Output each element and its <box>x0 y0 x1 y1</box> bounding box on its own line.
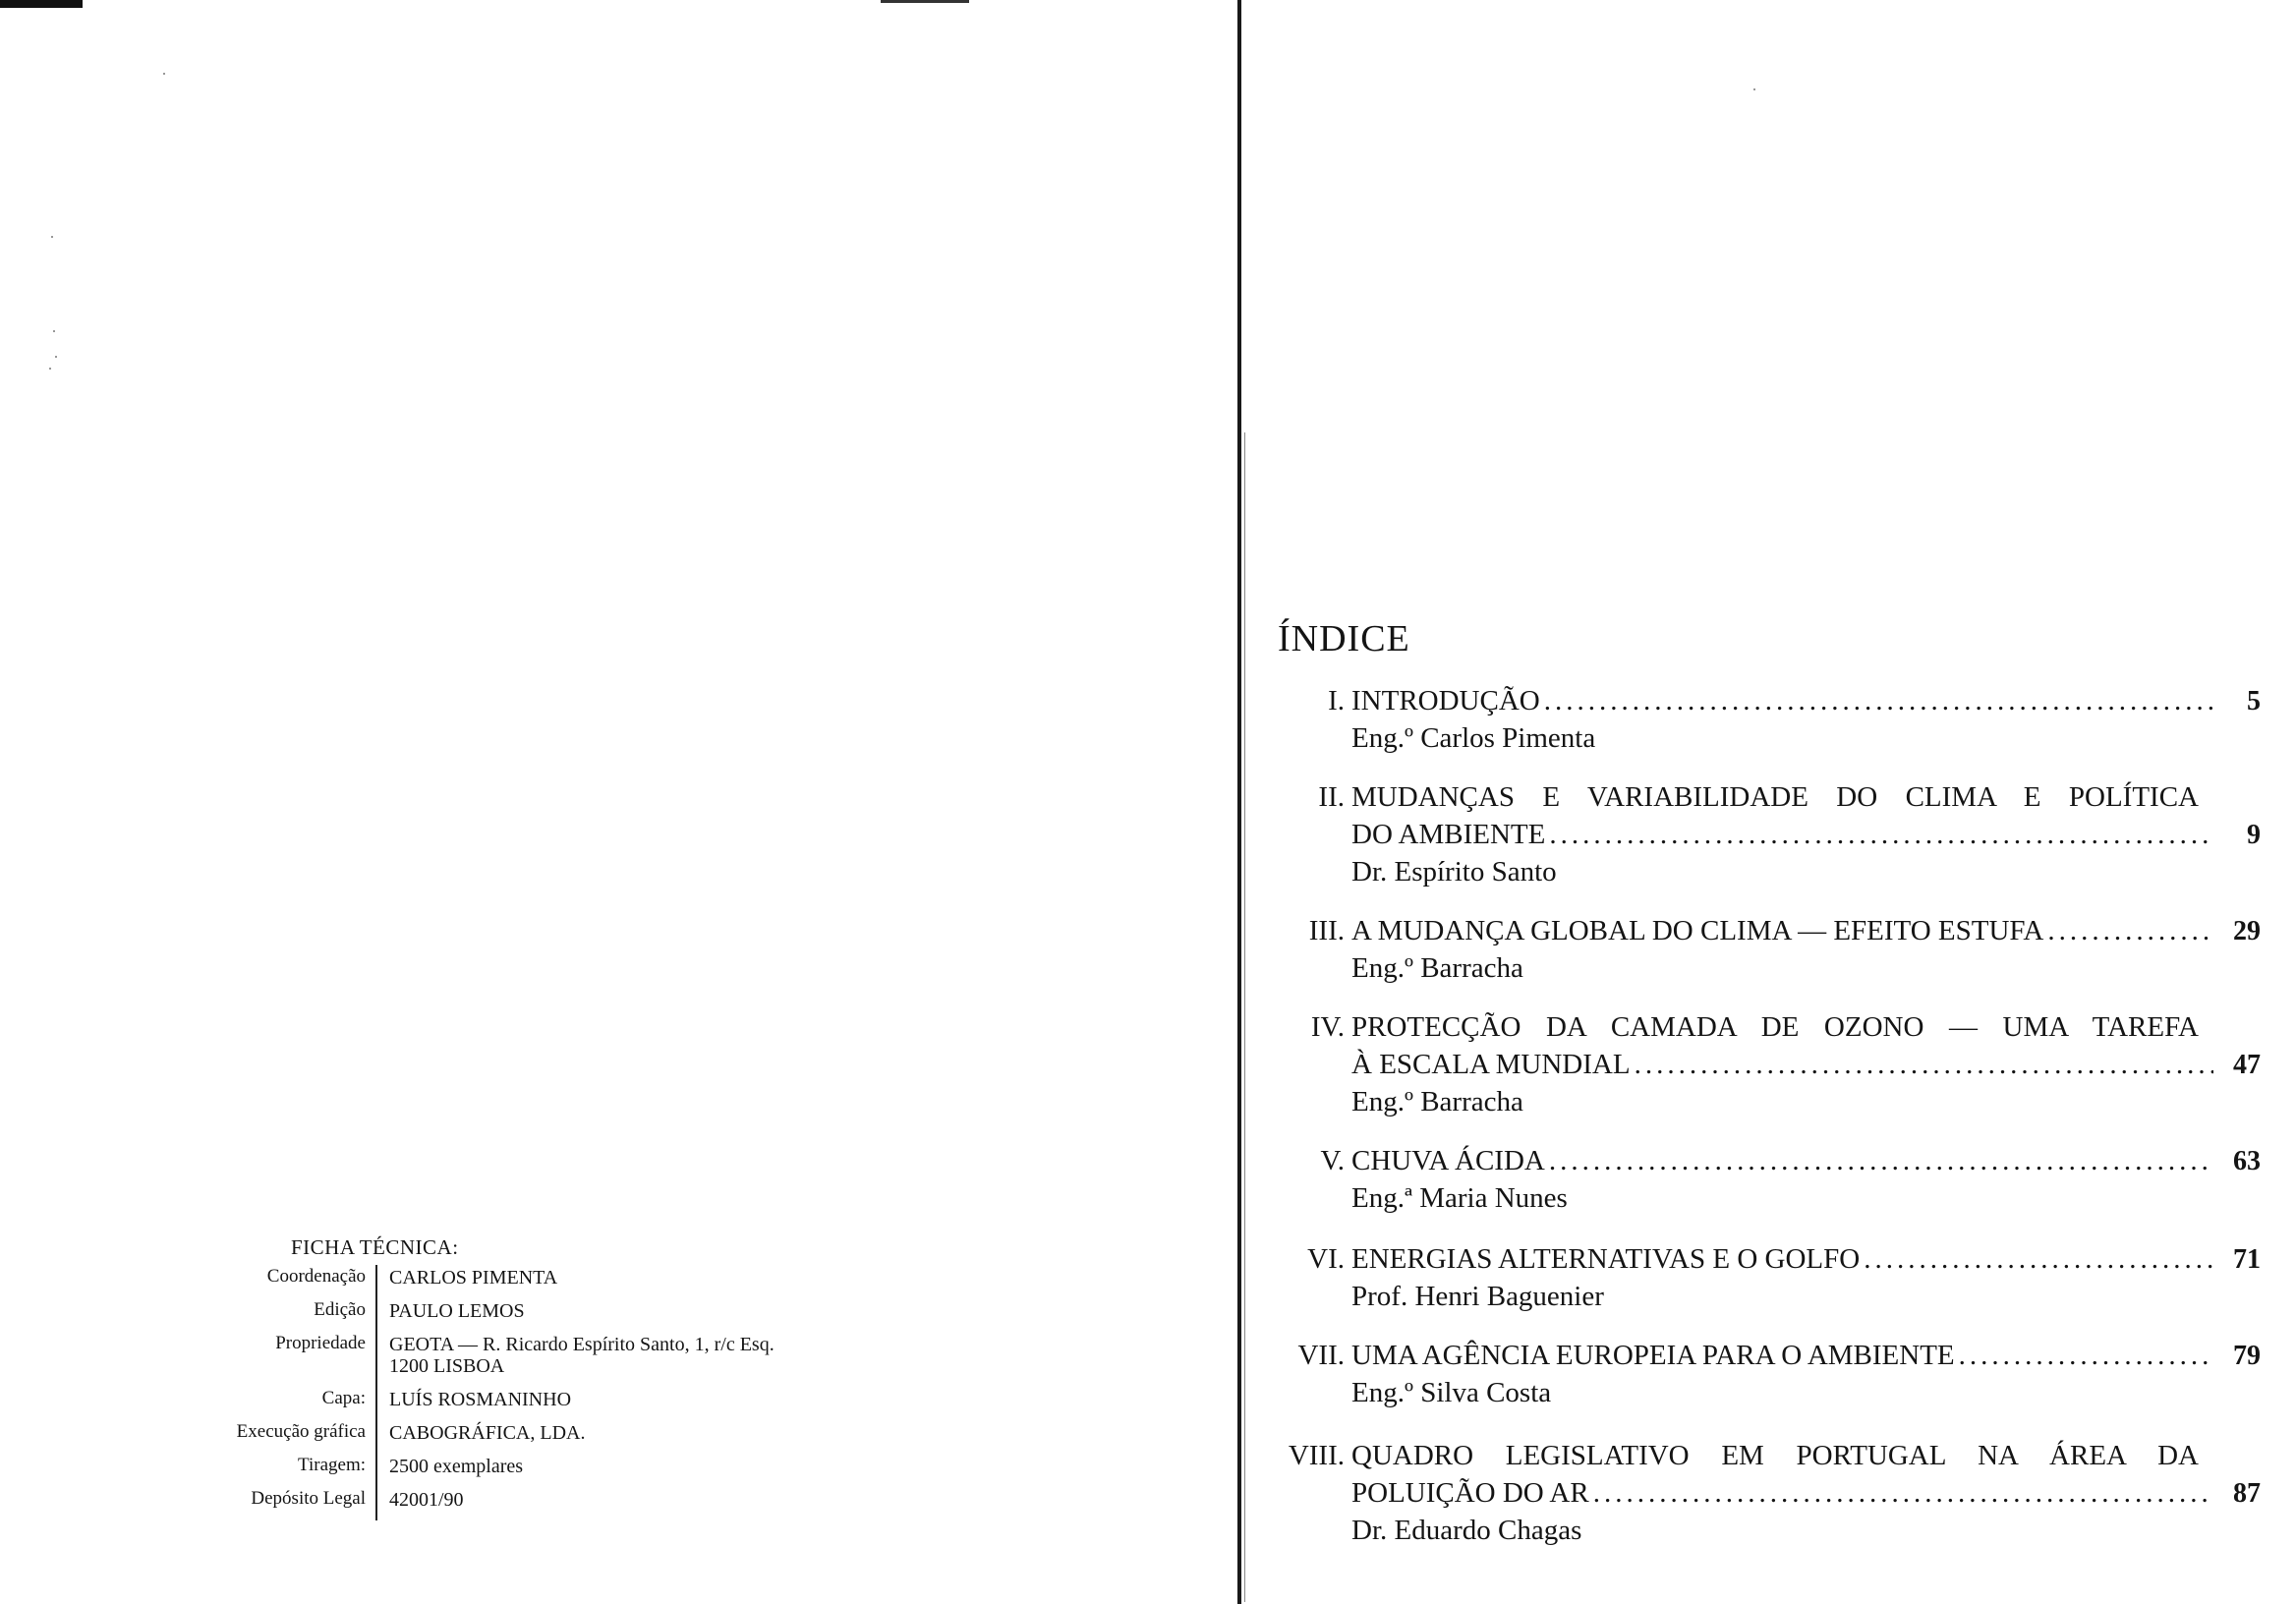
toc-entry-number: VIII. <box>1288 1440 1345 1471</box>
toc-entry-number: III. <box>1308 915 1345 946</box>
ficha-row <box>147 1298 894 1332</box>
ficha-label: Execução gráfica <box>236 1421 366 1442</box>
toc-page-number: 5 <box>2247 686 2261 716</box>
toc-entry-author: Dr. Eduardo Chagas <box>1351 1515 1582 1546</box>
ficha-value <box>375 1387 571 1420</box>
toc-title-line <box>1351 1474 2261 1512</box>
toc-title-line <box>1351 1008 2261 1046</box>
toc-entry-title: UMA AGÊNCIA EUROPEIA PARA O AMBIENTE <box>1351 1340 1955 1371</box>
toc-entry-title: DO AMBIENTE <box>1351 819 1546 850</box>
ficha-label: Tiragem: <box>298 1455 366 1475</box>
toc-page-number: 29 <box>2233 916 2261 946</box>
ficha-row <box>147 1454 894 1487</box>
toc-entry-author: Eng.º Silva Costa <box>1351 1377 1552 1408</box>
scan-speck <box>51 236 53 238</box>
ficha-label: Capa: <box>321 1388 366 1408</box>
ficha-value-line: 1200 LISBOA <box>389 1355 505 1377</box>
toc-entry-number: V. <box>1320 1145 1345 1176</box>
toc-entry-number: IV. <box>1310 1011 1345 1043</box>
toc-page-number: 87 <box>2233 1478 2261 1509</box>
book-gutter-shadow <box>1244 432 1245 1602</box>
toc-title-line <box>1351 1142 2261 1179</box>
toc-entry-title: ENERGIAS ALTERNATIVAS E O GOLFO <box>1351 1243 1861 1275</box>
toc-dot-leader <box>1864 1240 2213 1278</box>
ficha-tecnica-table <box>147 1265 894 1520</box>
toc-entry-number: I. <box>1328 685 1345 716</box>
scan-top-dash <box>881 0 969 3</box>
ficha-value <box>375 1487 464 1520</box>
toc-entry-body <box>1351 1008 2261 1120</box>
ficha-value-line: GEOTA — R. Ricardo Espírito Santo, 1, r/c Esq. <box>389 1334 775 1355</box>
toc-dot-leader <box>1544 682 2213 719</box>
toc-entry-author: Eng.ª Maria Nunes <box>1351 1182 1568 1214</box>
toc-dot-leader <box>1549 816 2213 853</box>
toc-entry-title: A MUDANÇA GLOBAL DO CLIMA — EFEITO ESTUFA <box>1351 915 2044 946</box>
book-gutter <box>1237 0 1241 1604</box>
scan-speck <box>49 368 51 370</box>
toc-title-line <box>1351 682 2261 719</box>
toc-entry-body <box>1351 1240 2261 1315</box>
toc-entry-title: À ESCALA MUNDIAL <box>1351 1049 1631 1080</box>
toc-entry-body <box>1351 1337 2261 1411</box>
toc-title-line <box>1351 912 2261 949</box>
toc-page-number: 63 <box>2233 1146 2261 1176</box>
toc-title-line <box>1351 1337 2261 1374</box>
toc-entry-author: Prof. Henri Baguenier <box>1351 1281 1604 1312</box>
ficha-label: Coordenação <box>266 1266 366 1287</box>
toc-dot-leader <box>1549 1142 2213 1179</box>
toc-dot-leader <box>1593 1474 2213 1512</box>
ficha-label: Depósito Legal <box>251 1488 366 1509</box>
toc-entry-body <box>1351 912 2261 987</box>
scan-speck <box>53 330 55 332</box>
toc-entry-number: VII. <box>1297 1340 1345 1371</box>
toc-page-number: 9 <box>2247 820 2261 850</box>
ficha-value-line: 2500 exemplares <box>389 1456 524 1477</box>
ficha-row <box>147 1332 894 1387</box>
toc-page-number: 79 <box>2233 1341 2261 1371</box>
toc-entry-author: Dr. Espírito Santo <box>1351 856 1557 888</box>
ficha-value-line: LUÍS ROSMANINHO <box>389 1389 572 1410</box>
toc-entry-title: PROTECÇÃO DA CAMADA DE OZONO — UMA TAREFA <box>1351 1011 2199 1043</box>
ficha-value-line: CABOGRÁFICA, LDA. <box>389 1422 586 1444</box>
ficha-value <box>375 1265 557 1298</box>
ficha-tecnica-heading: FICHA TÉCNICA: <box>291 1235 459 1259</box>
scan-speck <box>163 73 165 75</box>
toc-dot-leader <box>2047 912 2213 949</box>
toc-entry-body <box>1351 1142 2261 1217</box>
ficha-value <box>375 1454 523 1487</box>
ficha-row <box>147 1420 894 1454</box>
ficha-value-line: CARLOS PIMENTA <box>389 1267 558 1289</box>
toc-title-line <box>1351 816 2261 853</box>
scan-corner-mark <box>0 0 83 8</box>
toc-entry-author: Eng.º Barracha <box>1351 952 1523 984</box>
toc-dot-leader <box>1635 1046 2213 1083</box>
toc-entry-number: II. <box>1318 781 1345 813</box>
toc-entry-title: POLUIÇÃO DO AR <box>1351 1477 1589 1509</box>
toc-entry-body <box>1351 1437 2261 1549</box>
ficha-label: Propriedade <box>275 1333 366 1353</box>
toc-title-line <box>1351 1046 2261 1083</box>
ficha-value <box>375 1332 775 1387</box>
ficha-row <box>147 1265 894 1298</box>
toc-entry-author: Eng.º Barracha <box>1351 1086 1523 1117</box>
ficha-value <box>375 1298 525 1332</box>
toc-entry-title: INTRODUÇÃO <box>1351 685 1540 716</box>
toc-entry-body <box>1351 682 2261 757</box>
index-title: ÍNDICE <box>1278 618 1410 659</box>
toc-dot-leader <box>1959 1337 2213 1374</box>
ficha-value <box>375 1420 585 1454</box>
ficha-value-line: PAULO LEMOS <box>389 1300 525 1322</box>
ficha-row <box>147 1387 894 1420</box>
toc-entry-title: CHUVA ÁCIDA <box>1351 1145 1545 1176</box>
scan-speck <box>55 356 57 358</box>
toc-entry-body <box>1351 778 2261 890</box>
toc-title-line <box>1351 778 2261 816</box>
toc-title-line <box>1351 1437 2261 1474</box>
toc-title-line <box>1351 1240 2261 1278</box>
toc-page-number: 47 <box>2233 1050 2261 1080</box>
ficha-row <box>147 1487 894 1520</box>
toc-entry-number: VI. <box>1307 1243 1345 1275</box>
toc-entry-author: Eng.º Carlos Pimenta <box>1351 722 1596 754</box>
toc-entry-title: QUADRO LEGISLATIVO EM PORTUGAL NA ÁREA DA <box>1351 1440 2199 1471</box>
toc-page-number: 71 <box>2233 1244 2261 1275</box>
scan-speck <box>1753 88 1755 90</box>
ficha-value-line: 42001/90 <box>389 1489 464 1511</box>
ficha-label: Edição <box>314 1299 366 1320</box>
toc-entry-title: MUDANÇAS E VARIABILIDADE DO CLIMA E POLÍTICA <box>1351 781 2199 813</box>
